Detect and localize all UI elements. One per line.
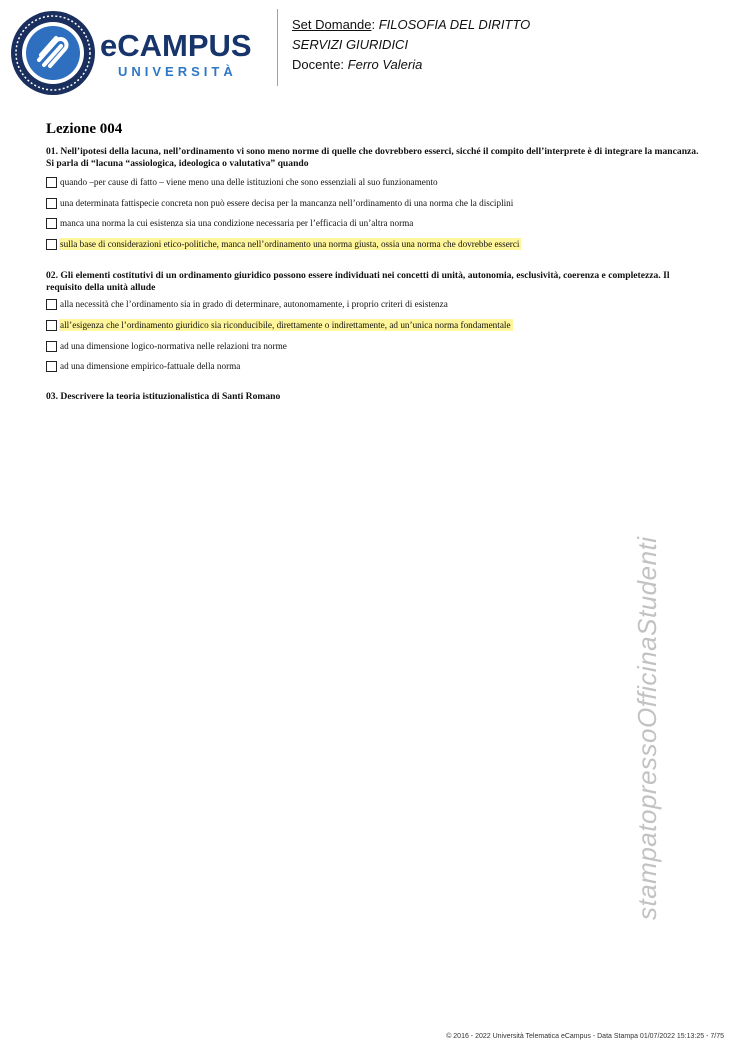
option-text: ad una dimensione empirico-fattuale della norma xyxy=(60,361,241,371)
program-name: SERVIZI GIURIDICI xyxy=(292,37,409,52)
option-text: manca una norma la cui esistenza sia una condizione necessaria per l’efficacia di un’altra norma xyxy=(60,218,414,228)
answer-option[interactable] xyxy=(46,297,450,311)
answer-option-correct[interactable] xyxy=(46,237,521,251)
answer-option[interactable] xyxy=(46,339,289,353)
ecampus-wordmark xyxy=(100,30,270,86)
course-name: FILOSOFIA DEL DIRITTO xyxy=(378,17,531,32)
header-divider xyxy=(277,9,278,86)
set-label: Set Domande xyxy=(292,17,372,32)
option-text: una determinata fattispecie concreta non può essere decisa per la mancanza nell’ordinamento di una norma che la disciplini xyxy=(60,198,514,208)
option-text: alla necessità che l’ordinamento sia in grado di determinare, autonomamente, i proprio criteri di esistenza xyxy=(60,299,448,309)
checkbox[interactable] xyxy=(46,341,57,352)
option-text-highlighted: all’esigenza che l’ordinamento giuridico sia riconducibile, direttamente o indirettamente, ad un’unica norma fondamentale xyxy=(60,320,511,330)
checkbox[interactable] xyxy=(46,239,57,250)
answer-option[interactable] xyxy=(46,175,440,189)
question-01: 01. Nell’ipotesi della lacuna, nell’ordinamento vi sono meno norme di quelle che dovrebbero esserci, sicché il compito dell’interprete è di integrare la mancanza. Si parla di “lacuna “assiologica, ideologica o valutativa” quando xyxy=(46,146,699,169)
option-text: ad una dimensione logico-normativa nelle relazioni tra norme xyxy=(60,341,287,351)
checkbox[interactable] xyxy=(46,218,57,229)
teacher-name: Ferro Valeria xyxy=(347,57,423,72)
ecampus-seal-logo xyxy=(10,10,96,96)
checkbox[interactable] xyxy=(46,361,57,372)
question-02: 02. Gli elementi costitutivi di un ordinamento giuridico possono essere individuati nei concetti di unità, autonomia, esclusività, coerenza e completezza. Il requisito della unità allude xyxy=(46,270,670,293)
option-text: quando –per cause di fatto – viene meno una delle istituzioni che sono essenziali al suo funzionamento xyxy=(60,177,438,187)
watermark: stampatopressoOfficinaStudenti xyxy=(632,536,662,920)
teacher-line xyxy=(292,55,530,75)
page-header xyxy=(0,0,744,100)
checkbox[interactable] xyxy=(46,177,57,188)
set-separator: : xyxy=(371,17,379,32)
page-footer: © 2016 - 2022 Università Telematica eCampus - Data Stampa 01/07/2022 15:13:25 - 7/75 xyxy=(446,1033,724,1040)
question-03: 03. Descrivere la teoria istituzionalistica di Santi Romano xyxy=(46,391,281,402)
teacher-label: Docente: xyxy=(292,57,348,72)
answer-option[interactable] xyxy=(46,196,515,210)
answer-option[interactable] xyxy=(46,216,415,230)
option-text-highlighted: sulla base di considerazioni etico-politiche, manca nell’ordinamento una norma giusta, ossia una norma che dovrebbe esserci xyxy=(60,239,520,249)
answer-option-correct[interactable] xyxy=(46,318,513,332)
lesson-title: Lezione 004 xyxy=(46,121,123,137)
set-line xyxy=(292,15,530,35)
checkbox[interactable] xyxy=(46,198,57,209)
brand-subtitle: UNIVERSITÀ xyxy=(118,64,237,79)
course-info xyxy=(292,15,530,75)
checkbox[interactable] xyxy=(46,320,57,331)
brand-name: eCAMPUS xyxy=(100,28,252,63)
checkbox[interactable] xyxy=(46,299,57,310)
answer-option[interactable] xyxy=(46,359,242,373)
